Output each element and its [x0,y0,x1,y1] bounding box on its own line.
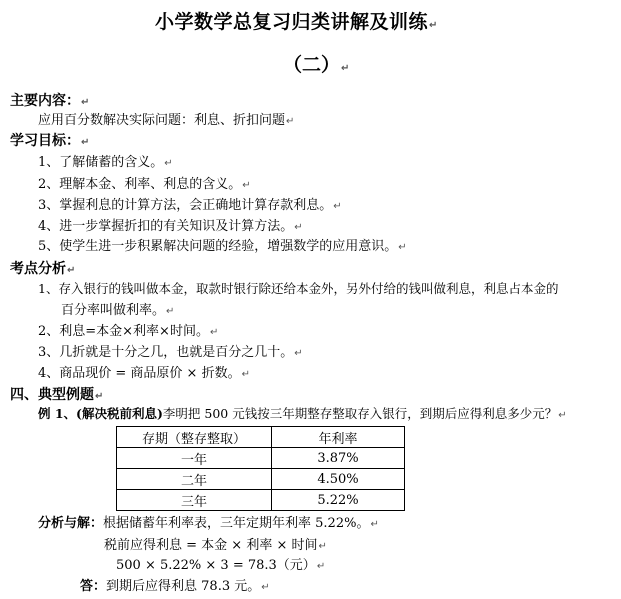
example-text: 李明把 500 元钱按三年期整存整取存入银行，到期后应得利息多少元？ [162,406,558,421]
text: 百分率叫做利率。 [61,303,166,318]
paragraph-mark-icon: ↵ [209,327,219,338]
formula-line [104,539,327,552]
paragraph-mark-icon: ↵ [286,116,295,127]
calculation-line [116,559,325,572]
solution-label: 分析与解： [38,516,104,531]
main-content-text [38,114,294,127]
goal-item [38,199,342,212]
text: 5、使学生进一步积累解决问题的经验，增强数学的应用意识。 [38,239,398,254]
table-cell: 三年 [117,490,272,511]
paragraph-mark-icon: ↵ [294,222,303,233]
table-header-row [117,427,405,448]
text: 1、存入银行的钱叫做本金，取款时银行除还给本金外，另外付给的钱叫做利息，利息占本金的 [38,281,559,296]
paragraph-mark-icon: ↵ [294,348,303,359]
paragraph-mark-icon: ↵ [318,541,327,552]
table-cell: 5.22% [272,490,405,511]
goals-heading [10,134,89,148]
answer-line [80,580,270,593]
table-cell: 一年 [117,448,272,469]
text: 2、理解本金、利率、利息的含义。 [38,177,242,192]
table-cell: 二年 [117,469,272,490]
paragraph-mark-icon: ↵ [261,582,270,593]
answer-text: 到期后应得利息 78.3 元。 [106,579,261,594]
heading-text: 考点分析 [10,261,66,277]
text: 4、进一步掌握折扣的有关知识及计算方法。 [38,219,294,234]
paragraph-mark-icon: ↵ [241,369,250,380]
table-cell: 4.50% [272,469,405,490]
paragraph-mark-icon: ↵ [398,242,407,253]
table-row [117,490,405,511]
table-row [117,469,405,490]
paragraph-mark-icon: ↵ [333,201,342,212]
analysis-item-continued [61,304,174,317]
text: 4、商品现价 = 商品原价 × 折数。 [38,366,241,381]
interest-rate-table [116,426,405,511]
goal-item [38,220,303,233]
solution-text: 根据储蓄年利率表，三年定期年利率 5.22%。 [103,516,370,531]
goal-item [38,156,173,169]
document-title [155,13,438,32]
table-row [117,448,405,469]
text: 3、几折就是十分之几，也就是百分之几十。 [38,345,294,360]
analysis-item [38,283,558,296]
paragraph-mark-icon: ↵ [81,137,90,148]
analysis-item [38,367,250,380]
example-question [38,408,567,421]
paragraph-mark-icon: ↵ [95,391,104,402]
answer-label: 答： [80,579,107,594]
paragraph-mark-icon: ↵ [370,519,379,530]
text: 1、了解储蓄的含义。 [38,155,164,170]
example-label: 例 1、(解决税前利息) [38,406,163,421]
goal-item [38,240,407,253]
table-header-cell: 年利率 [272,427,405,448]
text: 2、利息=本金×利率×时间。 [38,324,209,339]
table-cell: 3.87% [272,448,405,469]
paragraph-mark-icon: ↵ [316,561,326,572]
examples-heading [10,388,103,402]
paragraph-mark-icon: ↵ [164,158,173,169]
paragraph-mark-icon: ↵ [242,180,251,191]
title-text: 小学数学总复习归类讲解及训练 [155,11,429,33]
analysis-heading [10,262,75,276]
paragraph-mark-icon: ↵ [429,20,438,31]
heading-text: 四、典型例题 [10,387,94,403]
paragraph-mark-icon: ↵ [166,306,175,317]
table-header-cell: 存期（整存整取） [117,427,272,448]
paragraph-mark-icon: ↵ [558,410,567,421]
calculation-text: 500 × 5.22% × 3 = 78.3（元） [116,558,316,573]
heading-text: 主要内容： [10,93,80,109]
analysis-item [38,346,303,359]
heading-text: 学习目标： [10,133,80,149]
document-subtitle [283,56,349,75]
main-content-heading [10,94,89,108]
paragraph-mark-icon: ↵ [341,63,350,74]
solution-line [38,517,379,530]
goal-item [38,178,251,191]
analysis-item [38,325,218,338]
paragraph-mark-icon: ↵ [81,97,90,108]
formula-text: 税前应得利息 = 本金 × 利率 × 时间 [104,538,318,553]
subtitle-text: （二） [283,54,341,76]
paragraph-mark-icon: ↵ [67,265,76,276]
text: 3、掌握利息的计算方法，会正确地计算存款利息。 [38,198,333,213]
text: 应用百分数解决实际问题：利息、折扣问题 [38,113,286,128]
